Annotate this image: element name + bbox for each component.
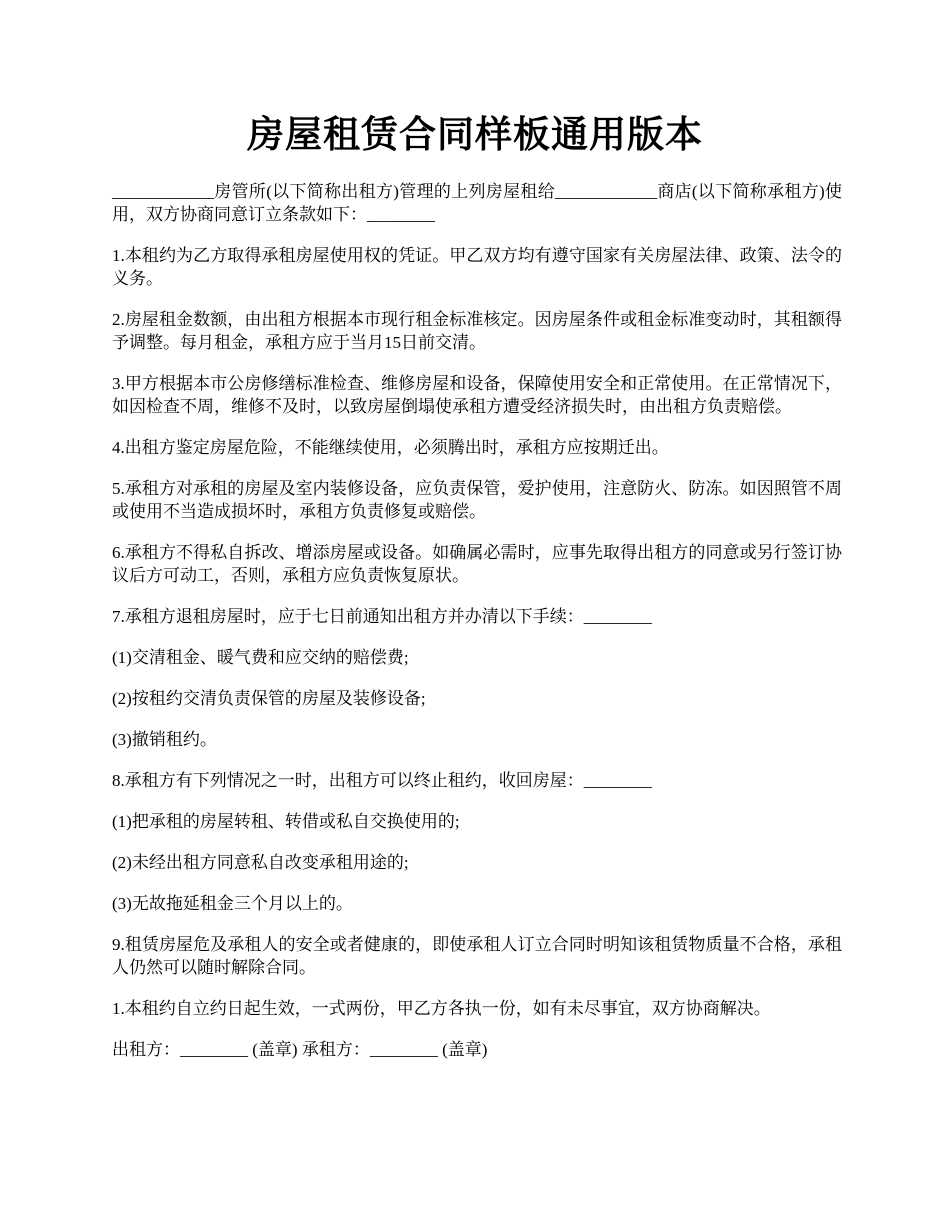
clause-8-item-1: (1)把承租的房屋转租、转借或私自交换使用的; (112, 812, 460, 831)
clause-8-item-2: (2)未经出租方同意私自改变承租用途的; (112, 853, 409, 872)
clause-7-item-1: (1)交清租金、暖气费和应交纳的赔偿费; (112, 648, 409, 667)
clause-7: 7.承租方退租房屋时，应于七日前通知出租方并办清以下手续：________ (112, 607, 652, 626)
signature-line: 出租方：________ (盖章) 承租方：________ (盖章) (112, 1040, 488, 1059)
clause-5: 5.承租方对承租的房屋及室内装修设备，应负责保管，爱护使用，注意防火、防冻。如因照管不周或使用不当造成损坏时，承租方负责修复或赔偿。 (112, 479, 842, 521)
clause-3: 3.甲方根据本市公房修缮标准检查、维修房屋和设备，保障使用安全和正常使用。在正常情况下，如因检查不周，维修不及时，以致房屋倒塌使承租方遭受经济损失时，由出租方负责赔偿。 (112, 374, 842, 416)
clause-6: 6.承租方不得私自拆改、增添房屋或设备。如确属必需时，应事先取得出租方的同意或另行签订协议后方可动工，否则，承租方应负责恢复原状。 (112, 543, 842, 585)
closing-clause: 1.本租约自立约日起生效，一式两份，甲乙方各执一份，如有未尽事宜，双方协商解决。 (112, 999, 771, 1018)
clause-4: 4.出租方鉴定房屋危险，不能继续使用，必须腾出时，承租方应按期迁出。 (112, 438, 669, 457)
clause-8: 8.承租方有下列情况之一时，出租方可以终止租约，收回房屋：________ (112, 771, 652, 790)
document-title: 房屋租赁合同样板通用版本 (247, 115, 703, 156)
clause-1: 1.本租约为乙方取得承租房屋使用权的凭证。甲乙双方均有遵守国家有关房屋法律、政策、法令的义务。 (112, 246, 842, 288)
clause-8-item-3: (3)无故拖延租金三个月以上的。 (112, 894, 353, 913)
clause-9: 9.租赁房屋危及承租人的安全或者健康的，即使承租人订立合同时明知该租赁物质量不合格，承租人仍然可以随时解除合同。 (112, 935, 842, 977)
clause-7-item-3: (3)撤销租约。 (112, 730, 217, 749)
clause-2: 2.房屋租金数额，由出租方根据本市现行租金标准核定。因房屋条件或租金标准变动时，其租额得予调整。每月租金，承租方应于当月15日前交清。 (112, 310, 842, 352)
document-body (112, 180, 842, 1079)
clause-7-item-2: (2)按租约交清负责保管的房屋及装修设备; (112, 689, 426, 708)
intro-paragraph: ____________房管所(以下简称出租方)管理的上列房屋租给____________商店(以下简称承租方)使用，双方协商同意订立条款如下：________ (112, 182, 842, 224)
